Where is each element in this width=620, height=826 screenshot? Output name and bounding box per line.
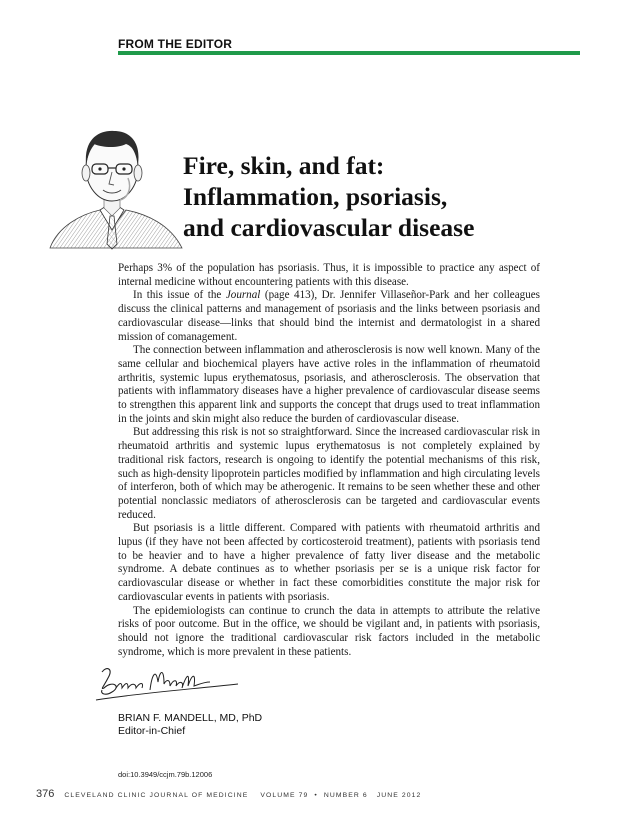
author-name: BRIAN F. MANDELL, MD, PhD: [118, 712, 263, 724]
author-block: [118, 712, 262, 738]
headline-line-2: Inflammation, psoriasis,: [183, 182, 448, 211]
journal-number: NUMBER 6: [323, 792, 368, 799]
paragraph-3: The connection between inflammation and atherosclerosis is now well known. Many of the same cellular and biochemical players have active roles in the inflammation of rheumatoid arthritis, systemic lupus erythematosus, psoriasis, and atherosclerosis. The observation that patients with inflammatory diseases have a higher prevalence of cardiovascular disease seems to strengthen this apparent link and supports the concept that drugs used to treat inflammation in the joints and skin might also reduce the burden of cardiovascular disease.: [118, 344, 540, 425]
headline-line-3: and cardiovascular disease: [183, 213, 475, 242]
journal-volume: VOLUME 79: [260, 792, 309, 799]
editor-portrait-icon: [48, 118, 184, 250]
footer-bullet: •: [314, 792, 318, 799]
article-headline: [183, 150, 583, 243]
article-body: [118, 262, 540, 659]
doi-text: doi:10.3949/ccjm.79b.12006: [118, 770, 213, 779]
paragraph-4: But addressing this risk is not so straightforward. Since the increased cardiovascular risk in rheumatoid arthritis and systemic lupus erythematosus is not completely explained by traditional risk factors, research is ongoing to identify the potential mechanisms of this risk, such as high-density lipoprotein particles modified by inflammation and high circulating levels of interferon, both of which may be atherogenic. It remains to be seen whether these and other potential nonclassic mediators of atherosclerosis can be targeted and cardiovascular events reduced.: [118, 426, 540, 521]
paragraph-6: The epidemiologists can continue to crunch the data in attempts to attribute the relative risks of poor outcome. But in the office, we should be vigilant and, in patients with psoriasis, should not ignore the traditional cardiovascular risk factors included in the metabolic syndrome, which is more prevalent in these patients.: [118, 604, 540, 658]
section-rule: [118, 51, 580, 55]
journal-date: JUNE 2012: [376, 792, 422, 799]
paragraph-2-rest: (page 413), Dr. Jennifer Villaseñor-Park and her colleagues discuss the clinical patterns and management of psoriasis and the links between psoriasis and cardiovascular disease—links that should bind the internist and dermatologist in a shared mission of comanagement.: [118, 289, 540, 343]
journal-line: [64, 792, 421, 799]
section-label: FROM THE EDITOR: [118, 37, 233, 51]
headline-line-1: Fire, skin, and fat:: [183, 151, 385, 180]
author-title: Editor-in-Chief: [118, 725, 186, 737]
page-footer: [36, 788, 421, 800]
paragraph-1: Perhaps 3% of the population has psoriasis. Thus, it is impossible to practice any aspect of internal medicine without encountering patients with this disease.: [118, 262, 540, 288]
journal-name: CLEVELAND CLINIC JOURNAL OF MEDICINE: [64, 792, 249, 799]
paragraph-2-intro: In this issue of the: [133, 289, 226, 302]
paragraph-5: But psoriasis is a little different. Compared with patients with rheumatoid arthritis and lupus (if they have not been affected by corticosteroid treatment), patients with psoriasis tend to be heavier and to have a higher prevalence of fatty liver disease and the metabolic syndrome. A debate continues as to whether psoriasis per se is a unique risk factor for cardiovascular disease or whether in fact these comorbidities constitute the major risk for cardiovascular events in patients with psoriasis.: [118, 522, 540, 603]
page-number: 376: [36, 788, 55, 800]
paragraph-2: [118, 289, 540, 344]
signature-icon: [92, 660, 242, 710]
journal-reference: Journal: [225, 289, 261, 302]
